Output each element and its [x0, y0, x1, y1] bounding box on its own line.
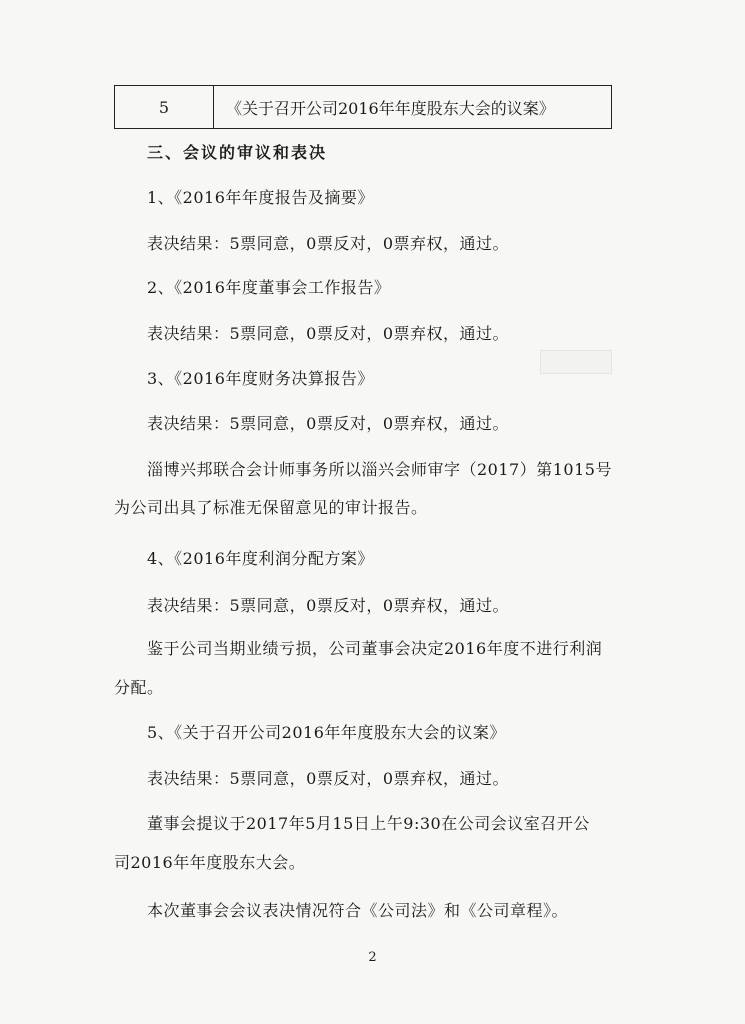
item-title: 3、《2016年度财务决算报告》 [147, 369, 374, 388]
paragraph-line: 司2016年年度股东大会。 [114, 853, 306, 872]
section-heading: 三、会议的审议和表决 [147, 143, 328, 162]
paragraph-line: 淄博兴邦联合会计师事务所以淄兴会师审字（2017）第1015号 [147, 460, 612, 479]
vote-result: 表决结果：5票同意，0票反对，0票弃权，通过。 [147, 324, 510, 343]
item-title: 4、《2016年度利润分配方案》 [147, 549, 374, 568]
vote-result: 表决结果：5票同意，0票反对，0票弃权，通过。 [147, 234, 510, 253]
item-title: 5、《关于召开公司2016年年度股东大会的议案》 [147, 723, 506, 742]
closing-statement: 本次董事会会议表决情况符合《公司法》和《公司章程》。 [147, 901, 569, 920]
paragraph-line: 为公司出具了标准无保留意见的审计报告。 [114, 498, 428, 517]
paragraph-line: 分配。 [114, 678, 164, 697]
vote-result: 表决结果：5票同意，0票反对，0票弃权，通过。 [147, 414, 510, 433]
table-row [115, 86, 612, 129]
table-cell-number: 5 [115, 86, 214, 129]
item-title: 1、《2016年年度报告及摘要》 [147, 188, 374, 207]
paragraph-line: 鉴于公司当期业绩亏损，公司董事会决定2016年度不进行利润 [147, 639, 603, 658]
faint-stamp-mark [540, 350, 612, 374]
table-cell-title: 《关于召开公司2016年年度股东大会的议案》 [214, 86, 612, 129]
agenda-table [114, 85, 612, 129]
vote-result: 表决结果：5票同意，0票反对，0票弃权，通过。 [147, 769, 510, 788]
vote-result: 表决结果：5票同意，0票反对，0票弃权，通过。 [147, 596, 510, 615]
paragraph-line: 董事会提议于2017年5月15日上午9:30在公司会议室召开公 [147, 814, 590, 833]
page-number: 2 [368, 950, 377, 965]
item-title: 2、《2016年度董事会工作报告》 [147, 278, 391, 297]
